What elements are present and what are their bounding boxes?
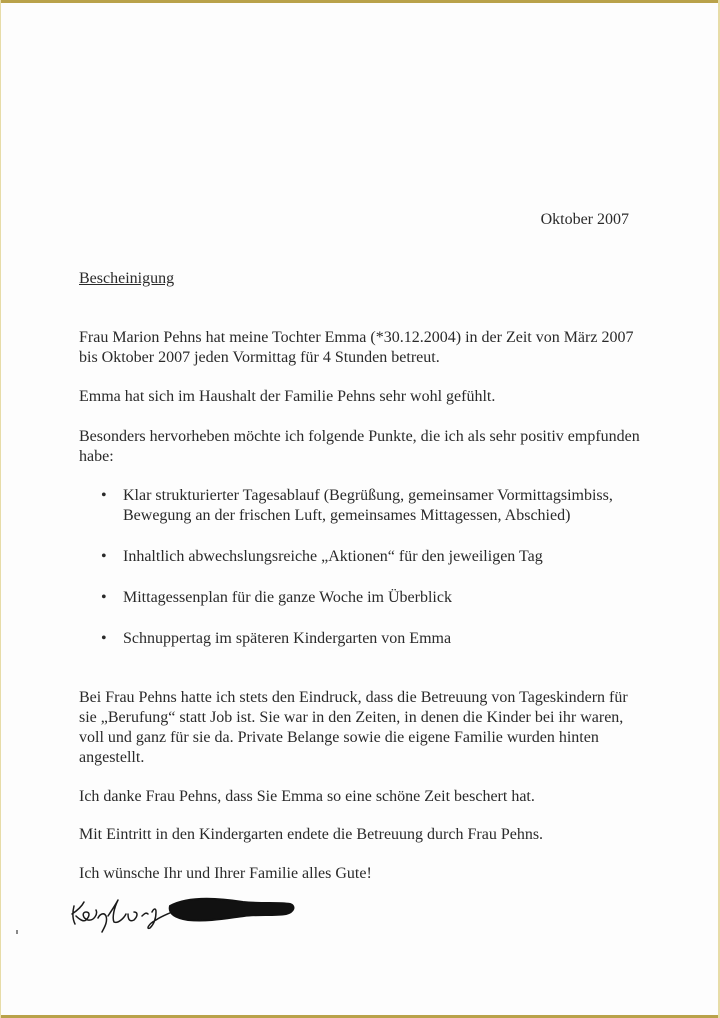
- scan-edge-left: [0, 0, 1, 1018]
- redaction-mark: [170, 899, 294, 921]
- highlights-list: [79, 486, 649, 649]
- thanks-paragraph: Ich danke Frau Pehns, dass Sie Emma so eine schöne Zeit beschert hat.: [79, 788, 535, 805]
- list-item: • Schnuppertag im späteren Kindergarten von Emma: [79, 629, 649, 649]
- letter-date: Oktober 2007: [540, 211, 629, 228]
- impression-paragraph: Bei Frau Pehns hatte ich stets den Eindruck, dass die Betreuung von Tageskindern für sie „Berufung“ statt Job ist. Sie war in den Zeiten, in denen die Kinder bei ihr waren, voll und ganz für sie da. Private Belange sowie die eigene Familie wurden hinten angestellt.: [79, 689, 628, 766]
- intro-paragraph: Frau Marion Pehns hat meine Tochter Emma (*30.12.2004) in der Zeit von März 2007 bis Oktober 2007 jeden Vormittag für 4 Stunden betreut.: [79, 329, 634, 366]
- scan-edge-top: [0, 0, 720, 3]
- wellbeing-paragraph: Emma hat sich im Haushalt der Familie Pehns sehr wohl gefühlt.: [79, 388, 496, 405]
- letter-heading: Bescheinigung: [79, 270, 175, 287]
- highlights-intro-paragraph: Besonders hervorheben möchte ich folgende Punkte, die ich als sehr positiv empfunden habe:: [79, 428, 640, 465]
- list-item: • Klar strukturierter Tagesablauf (Begrüßung, gemeinsamer Vormittagsimbiss, Bewegung an der frischen Luft, gemeinsames Mittagessen, Abschied): [79, 486, 649, 526]
- handwritten-signature: [68, 888, 308, 938]
- end-of-care-paragraph: Mit Eintritt in den Kindergarten endete die Betreuung durch Frau Pehns.: [79, 826, 544, 843]
- list-item: • Mittagessenplan für die ganze Woche im Überblick: [79, 588, 649, 608]
- scan-speck: [16, 930, 18, 934]
- list-item: • Inhaltlich abwechslungsreiche „Aktionen“ für den jeweiligen Tag: [79, 547, 649, 567]
- wishes-paragraph: Ich wünsche Ihr und Ihrer Familie alles Gute!: [79, 865, 372, 882]
